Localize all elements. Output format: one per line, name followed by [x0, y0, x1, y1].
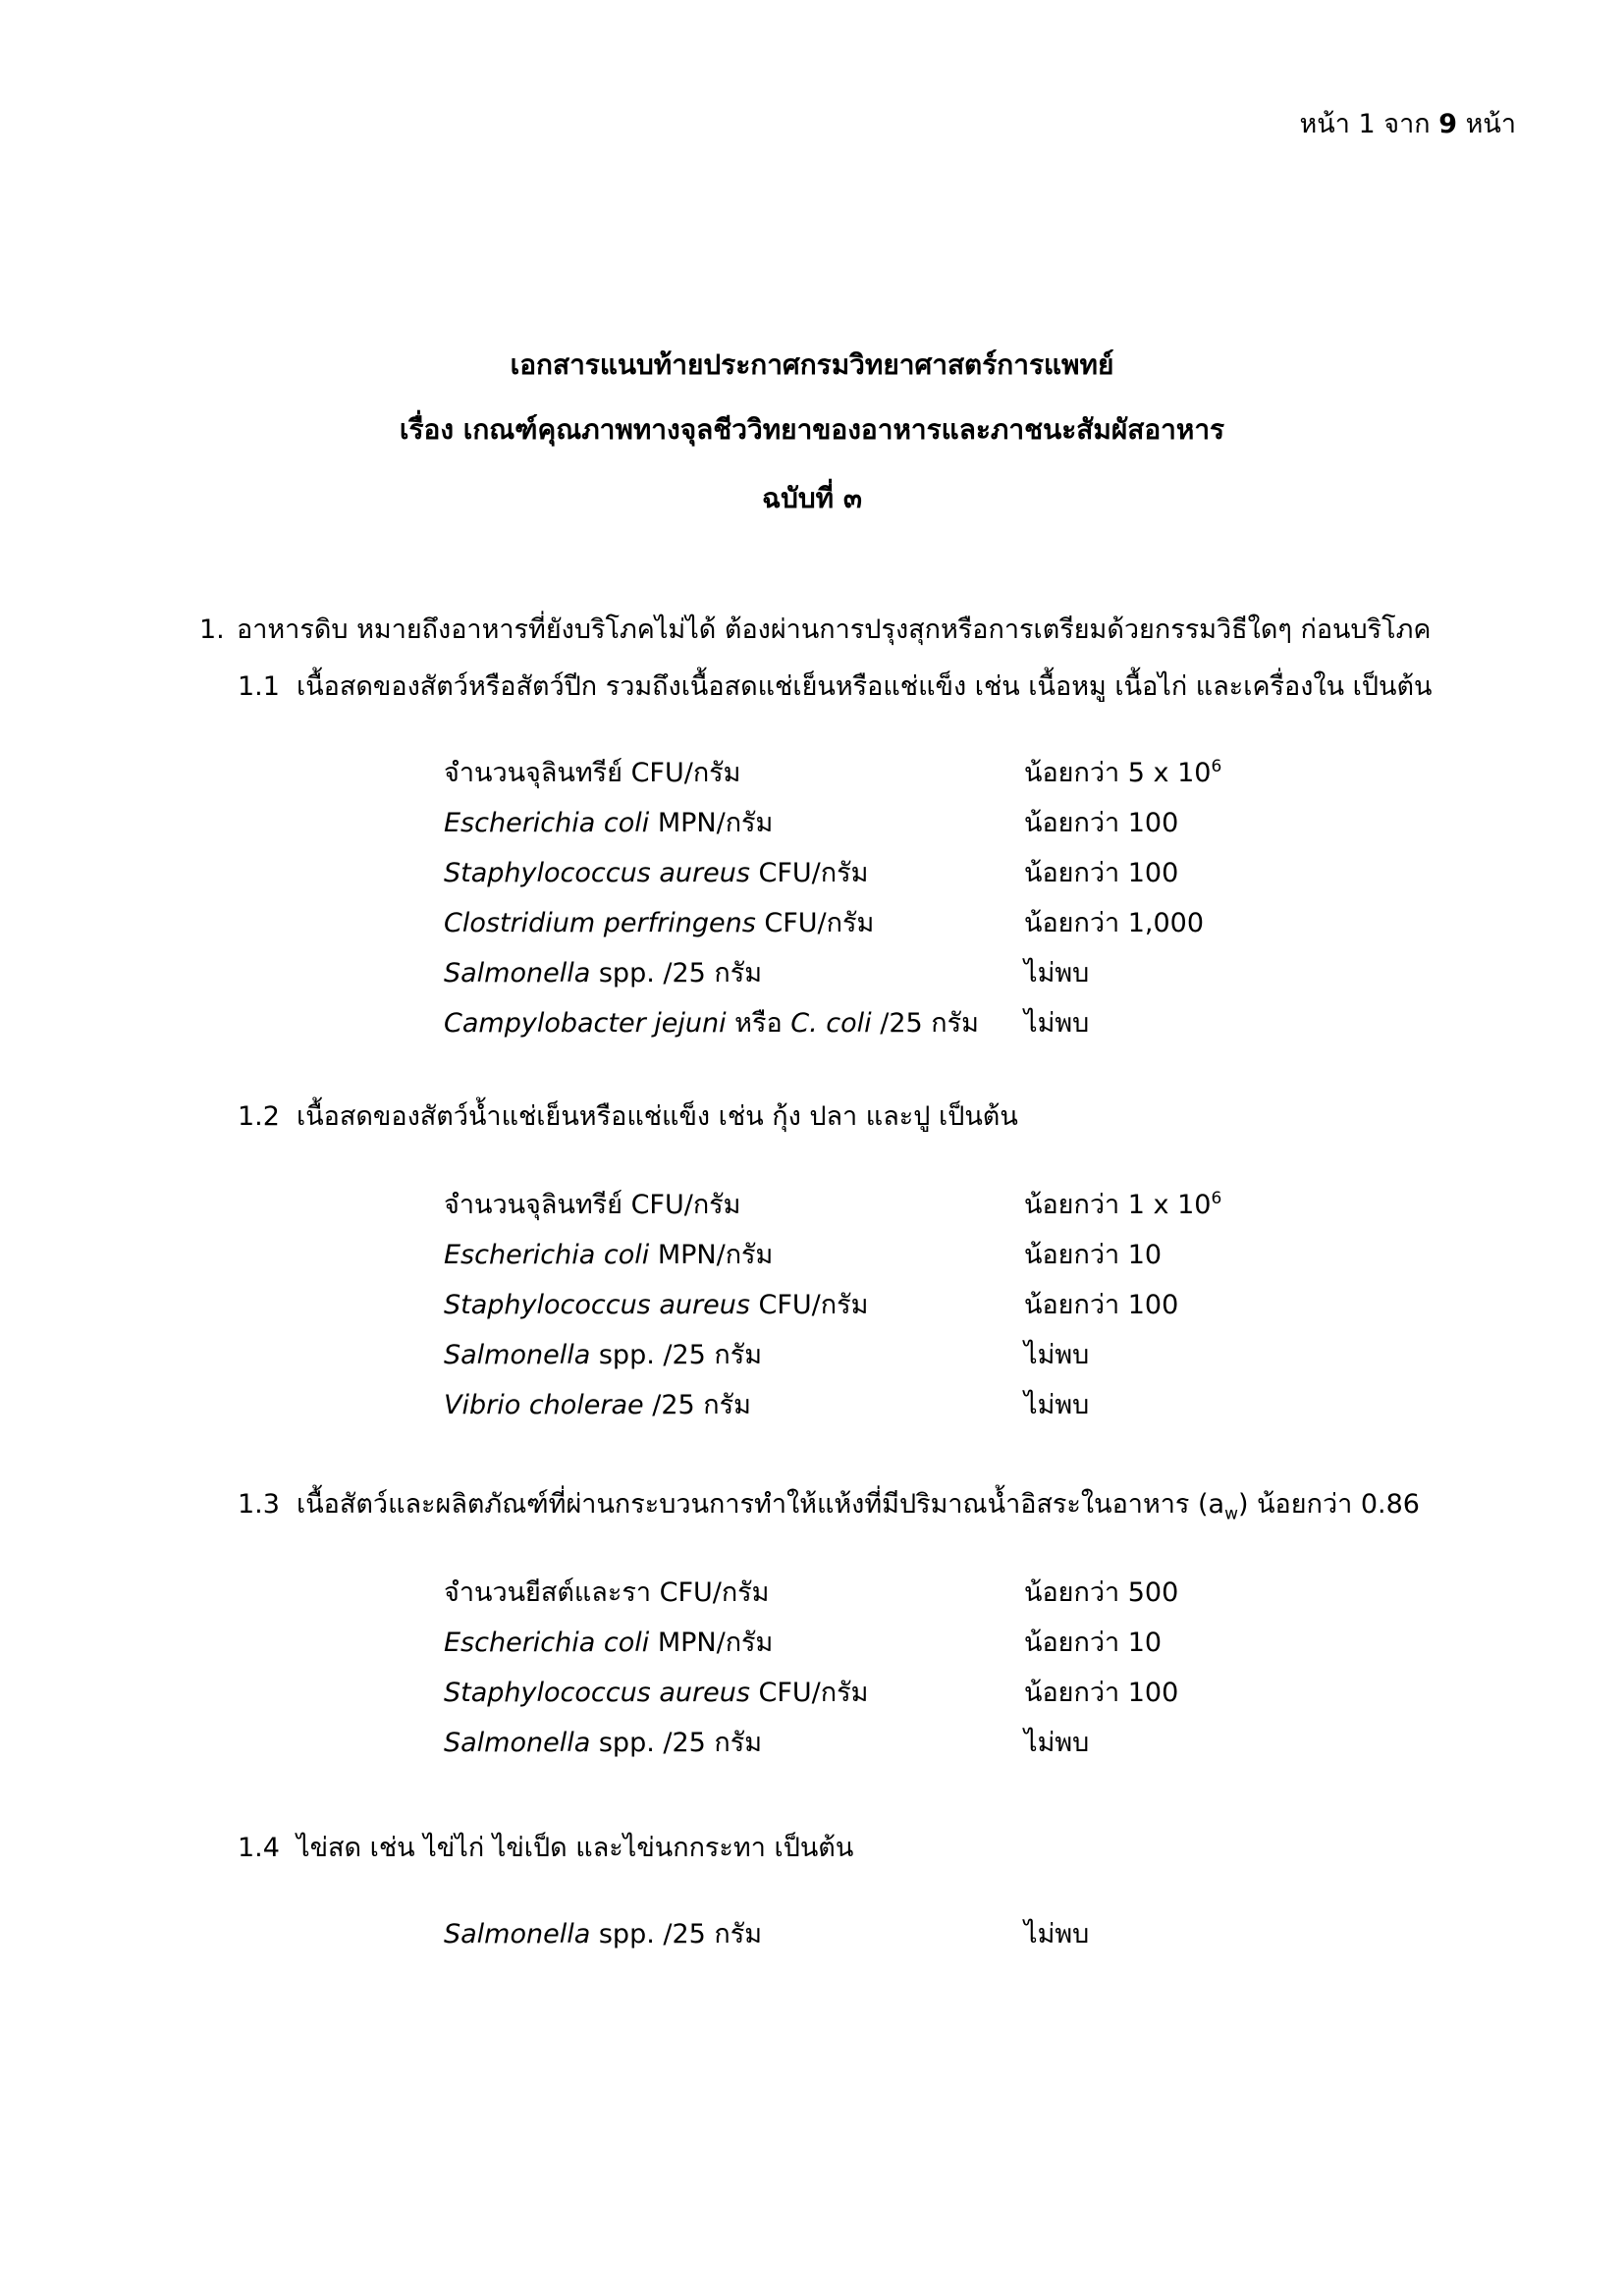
- organism-name: Salmonella: [444, 1919, 591, 1949]
- subsection-1-1-number: 1.1: [238, 671, 280, 702]
- criteria-value-text: ไม่พบ: [1024, 1728, 1090, 1758]
- subsection-1-3-text-end: ) น้อยกว่า 0.86: [1237, 1489, 1420, 1520]
- criteria-value: [1024, 1571, 1178, 1613]
- exponent: 6: [1211, 1189, 1222, 1208]
- section-1-heading: [199, 608, 1432, 650]
- criteria-value: [1024, 751, 1221, 793]
- criteria-value: [1024, 901, 1204, 943]
- criteria-name: [444, 851, 868, 893]
- subsection-1-2-number: 1.2: [238, 1101, 280, 1132]
- organism-name: Escherichia coli: [444, 1240, 650, 1270]
- criteria-unit: /25 กรัม: [871, 1008, 979, 1039]
- criteria-value-text: น้อยกว่า 100: [1024, 808, 1179, 838]
- subsection-1-4-heading: [238, 1826, 853, 1868]
- organism-name: Salmonella: [444, 1340, 591, 1370]
- criteria-unit: จำนวนยีสต์และรา CFU/กรัม: [444, 1577, 770, 1608]
- criteria-value: [1024, 1912, 1089, 1954]
- criteria-value-text: น้อยกว่า 10: [1024, 1240, 1163, 1270]
- criteria-value: [1024, 1383, 1089, 1425]
- criteria-value-text: น้อยกว่า 1,000: [1024, 908, 1205, 938]
- criteria-name: [444, 951, 762, 993]
- subsection-1-3-heading: [238, 1482, 1420, 1524]
- organism-name: Clostridium perfringens: [444, 908, 756, 938]
- criteria-unit: จำนวนจุลินทรีย์ CFU/กรัม: [444, 1190, 741, 1220]
- criteria-name: [444, 1621, 773, 1663]
- subsection-1-1-heading: [238, 665, 1432, 707]
- criteria-unit: MPN/กรัม: [649, 808, 774, 838]
- organism-name: Vibrio cholerae: [444, 1390, 644, 1420]
- organism-name: C. coli: [790, 1008, 872, 1039]
- criteria-name: [444, 1721, 762, 1763]
- criteria-value: [1024, 851, 1178, 893]
- criteria-name: [444, 1233, 773, 1275]
- criteria-value: [1024, 1283, 1178, 1325]
- subsection-1-2-heading: [238, 1095, 1018, 1137]
- organism-name: Staphylococcus aureus: [444, 1290, 750, 1320]
- criteria-name: [444, 751, 740, 793]
- subsection-1-2-text: เนื้อสดของสัตว์น้ำแช่เย็นหรือแช่แข็ง เช่น กุ้ง ปลา และปู เป็นต้น: [297, 1101, 1018, 1132]
- criteria-value: [1024, 1001, 1089, 1043]
- criteria-name: [444, 1183, 740, 1225]
- criteria-value-text: น้อยกว่า 100: [1024, 1290, 1179, 1320]
- document-title: เอกสารแนบท้ายประกาศกรมวิทยาศาสตร์การแพทย์: [510, 348, 1114, 381]
- criteria-value-text: น้อยกว่า 100: [1024, 1678, 1179, 1708]
- criteria-name: [444, 901, 874, 943]
- criteria-value-text: ไม่พบ: [1024, 1008, 1090, 1039]
- criteria-value: [1024, 1621, 1162, 1663]
- criteria-value-text: น้อยกว่า 500: [1024, 1577, 1179, 1608]
- criteria-name: [444, 801, 773, 843]
- water-activity-subscript: w: [1224, 1504, 1238, 1524]
- criteria-name: [444, 1383, 751, 1425]
- subsection-1-3-text: เนื้อสัตว์และผลิตภัณฑ์ที่ผ่านกระบวนการทำให้แห้งที่มีปริมาณน้ำอิสระในอาหาร (a: [297, 1489, 1225, 1520]
- subsection-1-1-text: เนื้อสดของสัตว์หรือสัตว์ปีก รวมถึงเนื้อสดแช่เย็นหรือแช่แข็ง เช่น เนื้อหมู เนื้อไก่ และเครื่องใน เป็นต้น: [297, 671, 1433, 702]
- criteria-value: [1024, 1333, 1089, 1375]
- organism-name: Escherichia coli: [444, 1628, 650, 1658]
- criteria-name: [444, 1001, 979, 1043]
- criteria-value-text: น้อยกว่า 1 x 10: [1024, 1190, 1212, 1220]
- criteria-value-text: ไม่พบ: [1024, 1919, 1090, 1949]
- criteria-value: [1024, 951, 1089, 993]
- exponent: 6: [1211, 757, 1222, 776]
- page-number: [1300, 102, 1517, 144]
- subsection-1-4-text: ไข่สด เช่น ไข่ไก่ ไข่เป็ด และไข่นกกระทา เป็นต้น: [297, 1833, 854, 1863]
- criteria-unit: CFU/กรัม: [749, 1290, 869, 1320]
- criteria-value-text: ไม่พบ: [1024, 1390, 1090, 1420]
- criteria-unit: spp. /25 กรัม: [590, 1728, 763, 1758]
- criteria-name: [444, 1283, 868, 1325]
- criteria-value: [1024, 1671, 1178, 1713]
- criteria-value-text: ไม่พบ: [1024, 1340, 1090, 1370]
- criteria-unit: /25 กรัม: [643, 1390, 751, 1420]
- organism-name: Escherichia coli: [444, 808, 650, 838]
- organism-name: Staphylococcus aureus: [444, 858, 750, 888]
- criteria-value-text: ไม่พบ: [1024, 958, 1090, 988]
- criteria-value: [1024, 1233, 1162, 1275]
- criteria-unit: CFU/กรัม: [749, 1678, 869, 1708]
- criteria-value-text: น้อยกว่า 10: [1024, 1628, 1163, 1658]
- criteria-name: [444, 1333, 762, 1375]
- criteria-value: [1024, 801, 1178, 843]
- subsection-1-3-number: 1.3: [238, 1489, 280, 1520]
- subsection-1-4-number: 1.4: [238, 1833, 280, 1863]
- organism-name: Salmonella: [444, 958, 591, 988]
- criteria-unit: spp. /25 กรัม: [590, 1340, 763, 1370]
- criteria-unit: spp. /25 กรัม: [590, 1919, 763, 1949]
- section-1-number: 1.: [199, 614, 225, 645]
- page-number-prefix: หน้า 1 จาก: [1299, 109, 1431, 139]
- criteria-value: [1024, 1721, 1089, 1763]
- criteria-value-text: น้อยกว่า 100: [1024, 858, 1179, 888]
- criteria-value-text: น้อยกว่า 5 x 10: [1024, 758, 1212, 788]
- page-number-suffix: หน้า: [1465, 109, 1516, 139]
- criteria-name: [444, 1912, 762, 1954]
- document-issue: ฉบับที่ ๓: [762, 482, 862, 514]
- criteria-unit: CFU/กรัม: [749, 858, 869, 888]
- organism-name: Salmonella: [444, 1728, 591, 1758]
- document-subject: เรื่อง เกณฑ์คุณภาพทางจุลชีววิทยาของอาหารและภาชนะสัมผัสอาหาร: [399, 413, 1225, 446]
- section-1-text: อาหารดิบ หมายถึงอาหารที่ยังบริโภคไม่ได้ ต้องผ่านการปรุงสุกหรือการเตรียมด้วยกรรมวิธีใดๆ ก่อนบริโภค: [237, 614, 1432, 645]
- criteria-unit: หรือ: [726, 1008, 791, 1039]
- criteria-unit: จำนวนจุลินทรีย์ CFU/กรัม: [444, 758, 741, 788]
- criteria-unit: CFU/กรัม: [755, 908, 875, 938]
- organism-name: Staphylococcus aureus: [444, 1678, 750, 1708]
- criteria-unit: MPN/กรัม: [649, 1628, 774, 1658]
- criteria-unit: MPN/กรัม: [649, 1240, 774, 1270]
- page-number-total: 9: [1438, 109, 1457, 139]
- criteria-name: [444, 1571, 769, 1613]
- criteria-unit: spp. /25 กรัม: [590, 958, 763, 988]
- criteria-name: [444, 1671, 868, 1713]
- organism-name: Campylobacter jejuni: [444, 1008, 727, 1039]
- criteria-value: [1024, 1183, 1221, 1225]
